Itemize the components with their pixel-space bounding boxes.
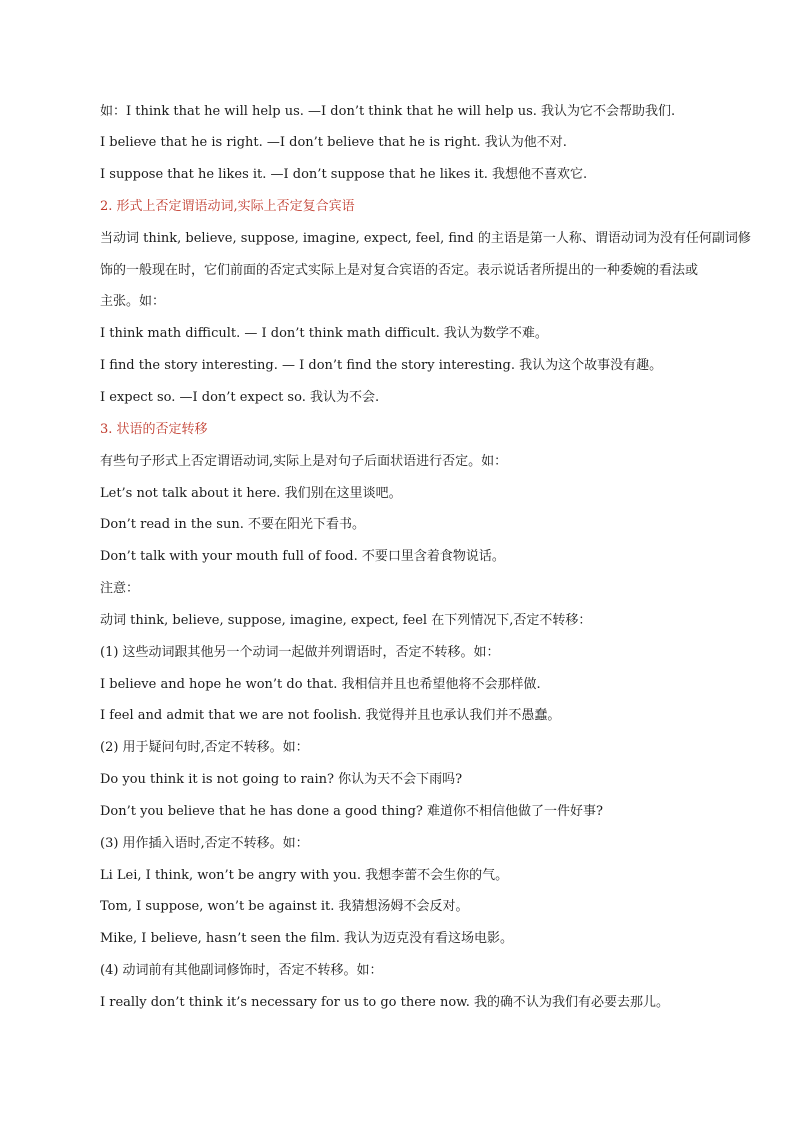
numbered-rule: (1) 这些动词跟其他另一个动词一起做并列谓语时，否定不转移。如： xyxy=(100,645,500,660)
example-line: Don’t talk with your mouth full of food. 不要口里含着食物说话。 xyxy=(100,549,505,564)
example-line: I really don’t think it’s necessary for us to go there now. 我的确不认为我们有必要去那儿。 xyxy=(100,995,670,1010)
example-line: Don’t read in the sun. 不要在阳光下看书。 xyxy=(100,517,365,532)
example-line: I suppose that he likes it. —I don’t suppose that he likes it. 我想他不喜欢它. xyxy=(100,167,588,182)
paragraph-line: 当动词 think, believe, suppose, imagine, expect, feel, find 的主语是第一人称、谓语动词为没有任何副词修 xyxy=(100,231,751,246)
paragraph-line: 动词 think, believe, suppose, imagine, expect, feel 在下列情况下,否定不转移： xyxy=(100,613,592,628)
example-line: 如：I think that he will help us. —I don’t think that he will help us. 我认为它不会帮助我们. xyxy=(100,104,676,119)
example-line: Tom, I suppose, won’t be against it. 我猜想汤姆不会反对。 xyxy=(100,899,469,914)
example-line: Let’s not talk about it here. 我们别在这里谈吧。 xyxy=(100,486,402,501)
numbered-rule: (2) 用于疑问句时,否定不转移。如： xyxy=(100,740,309,755)
example-line: Mike, I believe, hasn’t seen the film. 我认为迈克没有看这场电影。 xyxy=(100,931,513,946)
example-line: I find the story interesting. — I don’t find the story interesting. 我认为这个故事没有趣。 xyxy=(100,358,663,373)
numbered-rule: (3) 用作插入语时,否定不转移。如： xyxy=(100,836,309,851)
paragraph-line: 主张。如： xyxy=(100,294,166,309)
example-line: Do you think it is not going to rain? 你认为天不会下雨吗? xyxy=(100,772,463,787)
paragraph-line: 饰的一般现在时，它们前面的否定式实际上是对复合宾语的否定。表示说话者所提出的一种委婉的看法或 xyxy=(100,263,699,278)
example-line: Don’t you believe that he has done a good thing? 难道你不相信他做了一件好事? xyxy=(100,804,603,819)
example-line: I feel and admit that we are not foolish. 我觉得并且也承认我们并不愚蠢。 xyxy=(100,708,561,723)
example-line: I believe and hope he won’t do that. 我相信并且也希望他将不会那样做. xyxy=(100,677,541,692)
paragraph-line: 有些句子形式上否定谓语动词,实际上是对句子后面状语进行否定。如： xyxy=(100,454,508,469)
section-heading: 3. 状语的否定转移 xyxy=(100,422,208,437)
example-line: I believe that he is right. —I don’t believe that he is right. 我认为他不对. xyxy=(100,135,567,150)
note-label: 注意： xyxy=(100,581,140,596)
example-line: I think math difficult. — I don’t think math difficult. 我认为数学不难。 xyxy=(100,326,548,341)
section-heading: 2. 形式上否定谓语动词,实际上否定复合宾语 xyxy=(100,199,355,214)
example-line: Li Lei, I think, won’t be angry with you. 我想李蕾不会生你的气。 xyxy=(100,868,509,883)
numbered-rule: (4) 动词前有其他副词修饰时，否定不转移。如： xyxy=(100,963,383,978)
example-line: I expect so. —I don’t expect so. 我认为不会. xyxy=(100,390,380,405)
